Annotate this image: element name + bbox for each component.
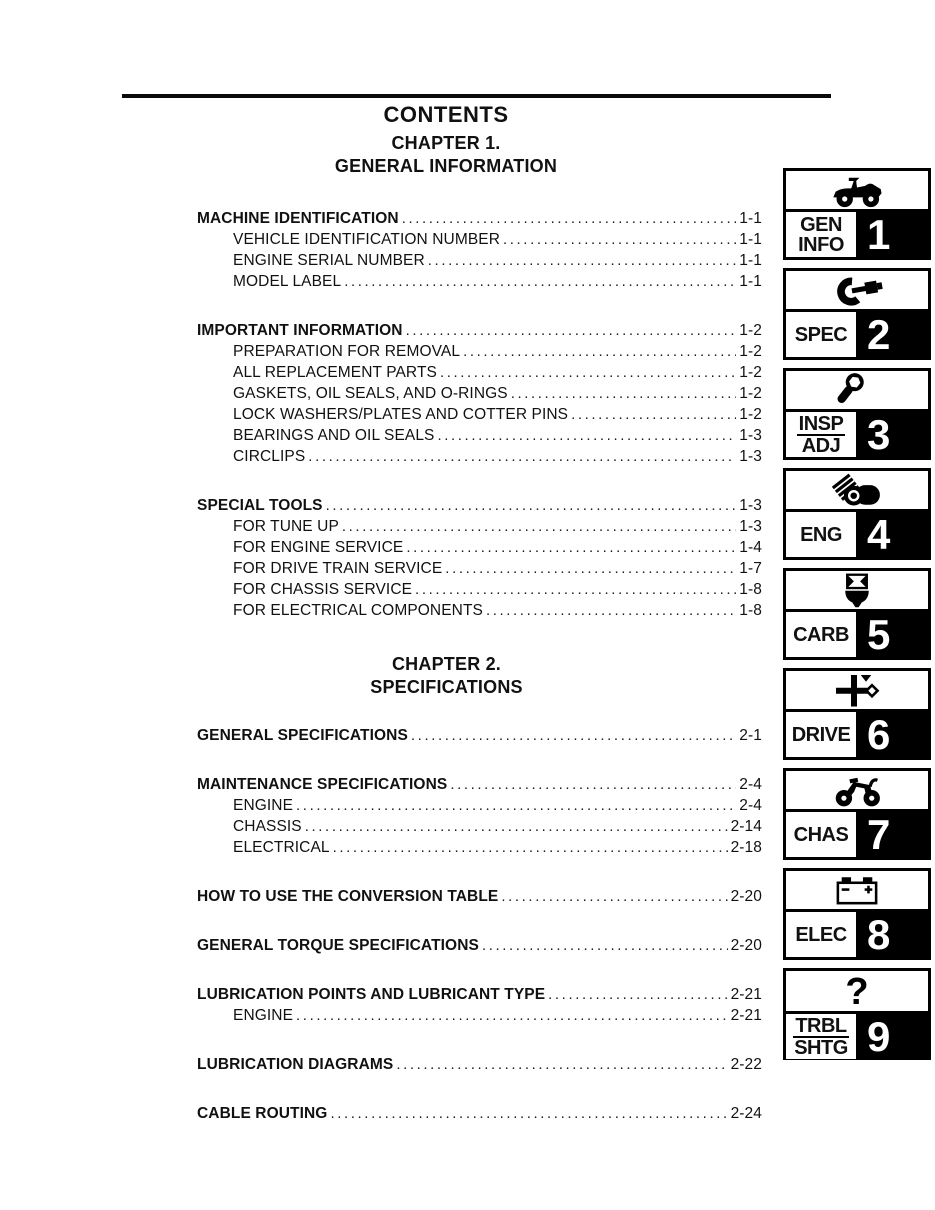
toc-entry-page: 2-4 [739, 776, 762, 793]
tab-number: 9 [859, 1014, 928, 1059]
sidebar-tab-chas [783, 768, 931, 860]
top-rule [122, 94, 831, 98]
toc-entry [197, 273, 762, 294]
toc-entry-label: GENERAL TORQUE SPECIFICATIONS [197, 937, 479, 954]
toc-entry-label: FOR ENGINE SERVICE [233, 539, 404, 556]
toc-entry-label: SPECIAL TOOLS [197, 497, 323, 514]
wrench-nut-icon [786, 371, 928, 409]
toc-entry-page: 1-2 [739, 343, 762, 360]
toc-entry-label: FOR ELECTRICAL COMPONENTS [233, 602, 483, 619]
toc-entry-label: BEARINGS AND OIL SEALS [233, 427, 435, 444]
toc-entry [197, 322, 762, 343]
tab-label-line: GEN [800, 213, 842, 236]
toc-entry-page: 1-2 [739, 406, 762, 423]
sidebar-tab-elec [783, 868, 931, 960]
toc-entry [197, 937, 762, 958]
toc-entry-label: LUBRICATION POINTS AND LUBRICANT TYPE [197, 986, 546, 1003]
toc-leader-dots [402, 210, 737, 228]
tab-label [786, 612, 859, 657]
chapter1-number: CHAPTER 1. [391, 133, 501, 153]
toc-entry [197, 1056, 762, 1077]
toc-entry [197, 986, 762, 1007]
toc-leader-dots [411, 727, 736, 745]
sidebar-tab-eng [783, 468, 931, 560]
toc-entry-page: 2-21 [730, 1007, 762, 1024]
tab-number: 4 [859, 512, 928, 557]
toc-leader-dots [445, 560, 736, 578]
tab-label [786, 412, 859, 457]
toc-entry-page: 2-21 [730, 986, 762, 1003]
tab-number: 7 [859, 812, 928, 857]
toc-entry [197, 231, 762, 252]
toc-entry-page: 2-18 [730, 839, 762, 856]
chapter-tab-sidebar [783, 168, 931, 1068]
toc-group [197, 986, 762, 1028]
tab-number: 6 [859, 712, 928, 757]
toc-leader-dots [308, 448, 736, 466]
toc-entry-page: 1-1 [739, 231, 762, 248]
toc-entry [197, 797, 762, 818]
tab-label [786, 1014, 859, 1059]
toc-leader-dots [486, 602, 736, 620]
toc-entry-label: VEHICLE IDENTIFICATION NUMBER [233, 231, 500, 248]
toc-group [197, 322, 762, 469]
tab-number: 1 [859, 212, 928, 257]
toc-entry-page: 1-2 [739, 385, 762, 402]
tab-label-line: CARB [793, 623, 849, 646]
toc-leader-dots [342, 518, 736, 536]
tab-label-row [786, 409, 928, 457]
toc-leader-dots [450, 776, 736, 794]
tab-number: 5 [859, 612, 928, 657]
toc-entry-label: FOR DRIVE TRAIN SERVICE [233, 560, 443, 577]
sidebar-tab-trbl-shtg [783, 968, 931, 1060]
tab-label-row [786, 309, 928, 357]
tab-label-line: ADJ [801, 434, 841, 457]
toc-entry [197, 448, 762, 469]
tab-label-line: ENG [800, 523, 842, 546]
sidebar-tab-spec [783, 268, 931, 360]
tab-number: 2 [859, 312, 928, 357]
toc-entry [197, 1105, 762, 1126]
tab-label [786, 912, 859, 957]
toc-entry-page: 1-7 [739, 560, 762, 577]
toc-entry-page: 2-22 [730, 1056, 762, 1073]
toc-leader-dots [463, 343, 736, 361]
toc-leader-dots [296, 1007, 728, 1025]
toc-entry-label: CHASSIS [233, 818, 302, 835]
toc-leader-dots [326, 497, 737, 515]
toc-entry [197, 727, 762, 748]
toc-entry-page: 1-3 [739, 497, 762, 514]
tab-label-row [786, 1011, 928, 1059]
toc-entry [197, 406, 762, 427]
toc-entry-page: 1-3 [739, 448, 762, 465]
toc-entry-label: MACHINE IDENTIFICATION [197, 210, 399, 227]
toc-entry [197, 888, 762, 909]
toc-entry-label: MAINTENANCE SPECIFICATIONS [197, 776, 448, 793]
toc-entry-page: 2-4 [739, 797, 762, 814]
toc-entry-page: 1-8 [739, 602, 762, 619]
toc-entry-label: IMPORTANT INFORMATION [197, 322, 403, 339]
chapter1-name: GENERAL INFORMATION [334, 156, 558, 176]
toc-entry-label: ENGINE [233, 1007, 294, 1024]
toc-group [197, 1056, 762, 1077]
toc-entry [197, 518, 762, 539]
toc-entry [197, 539, 762, 560]
question-mark-icon: ? [845, 971, 869, 1013]
tab-label-row [786, 809, 928, 857]
tab-label [786, 212, 859, 257]
tab-label-line: INFO [798, 233, 844, 256]
page-title: CONTENTS [383, 102, 509, 127]
toc-leader-dots [406, 539, 736, 557]
driveline-joint-icon [786, 671, 928, 709]
toc-entry [197, 364, 762, 385]
tab-label [786, 312, 859, 357]
toc-entry [197, 776, 762, 797]
tab-label-line: DRIVE [791, 723, 851, 746]
toc-leader-dots [406, 322, 737, 340]
tab-label [786, 512, 859, 557]
toc-entry-label: LOCK WASHERS/PLATES AND COTTER PINS [233, 406, 569, 423]
toc-entry-page: 1-2 [739, 364, 762, 381]
sidebar-tab-insp-adj [783, 368, 931, 460]
toc-entry-label: ENGINE [233, 797, 294, 814]
toc-entry-label: GENERAL SPECIFICATIONS [197, 727, 408, 744]
toc-entry-label: LUBRICATION DIAGRAMS [197, 1056, 394, 1073]
tab-label-row [786, 909, 928, 957]
micrometer-icon [786, 271, 928, 309]
chapter-heading-line: CHAPTER 2. [391, 654, 501, 674]
toc-group [197, 727, 762, 748]
toc-group [197, 497, 762, 623]
toc-group [197, 937, 762, 958]
toc-group [197, 776, 762, 860]
toc-leader-dots [548, 986, 727, 1004]
toc-leader-dots [501, 888, 727, 906]
toc-entry-page: 2-20 [730, 937, 762, 954]
toc-entry-label: CABLE ROUTING [197, 1105, 328, 1122]
toc-entry [197, 252, 762, 273]
toc-entry-label: PREPARATION FOR REMOVAL [233, 343, 461, 360]
toc-entry-page: 1-1 [739, 210, 762, 227]
toc-entry-page: 1-8 [739, 581, 762, 598]
toc-entry-label: ELECTRICAL [233, 839, 330, 856]
toc-entry [197, 839, 762, 860]
sidebar-tab-carb [783, 568, 931, 660]
tab-number: 3 [859, 412, 928, 457]
page-header [122, 102, 770, 178]
sidebar-tab-gen-info [783, 168, 931, 260]
chapter-heading [131, 653, 762, 699]
toc-leader-dots [503, 231, 736, 249]
toc-leader-dots [440, 364, 736, 382]
toc-group [197, 1105, 762, 1126]
toc-entry-label: ALL REPLACEMENT PARTS [233, 364, 437, 381]
tab-label-line: ELEC [795, 923, 847, 946]
tab-label-row [786, 509, 928, 557]
toc-entry [197, 560, 762, 581]
battery-icon [786, 871, 928, 909]
toc-entry-label: ENGINE SERIAL NUMBER [233, 252, 425, 269]
toc-entry-page: 1-2 [739, 322, 762, 339]
sidebar-tab-drive [783, 668, 931, 760]
toc-blocks [197, 210, 762, 1126]
atv-icon [786, 171, 928, 209]
tab-label-row [786, 609, 928, 657]
toc-entry-page: 2-24 [730, 1105, 762, 1122]
toc-entry [197, 385, 762, 406]
toc-entry-page: 1-3 [739, 518, 762, 535]
toc-entry [197, 497, 762, 518]
toc-entry [197, 427, 762, 448]
tab-label [786, 812, 859, 857]
carburetor-icon [786, 571, 928, 609]
toc-leader-dots [330, 1105, 727, 1123]
toc-leader-dots [511, 385, 737, 403]
toc-entry-label: CIRCLIPS [233, 448, 306, 465]
toc-entry-page: 1-3 [739, 427, 762, 444]
toc-entry [197, 1007, 762, 1028]
toc-leader-dots [333, 839, 728, 857]
toc-leader-dots [428, 252, 737, 270]
toc-leader-dots [305, 818, 728, 836]
toc-entry [197, 602, 762, 623]
toc-entry-page: 2-1 [739, 727, 762, 744]
tab-label-row [786, 209, 928, 257]
toc-entry-label: FOR TUNE UP [233, 518, 339, 535]
toc-entry-page: 1-1 [739, 273, 762, 290]
toc-leader-dots [396, 1056, 727, 1074]
tab-label-line: CHAS [793, 823, 849, 846]
tab-label-line: INSP [798, 412, 844, 435]
toc-group [197, 888, 762, 909]
toc-leader-dots [415, 581, 736, 599]
tab-label [786, 712, 859, 757]
tab-label-line: TRBL [795, 1014, 847, 1037]
tab-label-line: SHTG [794, 1036, 848, 1059]
chassis-frame-icon [786, 771, 928, 809]
toc-leader-dots [437, 427, 736, 445]
toc-entry [197, 210, 762, 231]
tab-number: 8 [859, 912, 928, 957]
toc-entry-label: HOW TO USE THE CONVERSION TABLE [197, 888, 499, 905]
toc-entry-page: 2-20 [730, 888, 762, 905]
tab-label-row [786, 709, 928, 757]
toc-leader-dots [296, 797, 736, 815]
toc-entry-label: MODEL LABEL [233, 273, 342, 290]
toc-leader-dots [344, 273, 736, 291]
toc-group [197, 210, 762, 294]
tab-label-line: SPEC [794, 323, 848, 346]
toc-entry [197, 818, 762, 839]
toc-leader-dots [571, 406, 736, 424]
toc-entry-page: 1-4 [739, 539, 762, 556]
toc-entry-label: GASKETS, OIL SEALS, AND O-RINGS [233, 385, 508, 402]
toc-entry-page: 1-1 [739, 252, 762, 269]
chapter-heading-line: SPECIFICATIONS [370, 677, 523, 697]
engine-piston-icon [786, 471, 928, 509]
toc-entry-page: 2-14 [730, 818, 762, 835]
toc-entry-label: FOR CHASSIS SERVICE [233, 581, 413, 598]
toc-leader-dots [482, 937, 728, 955]
toc-entry [197, 343, 762, 364]
toc-entry [197, 581, 762, 602]
